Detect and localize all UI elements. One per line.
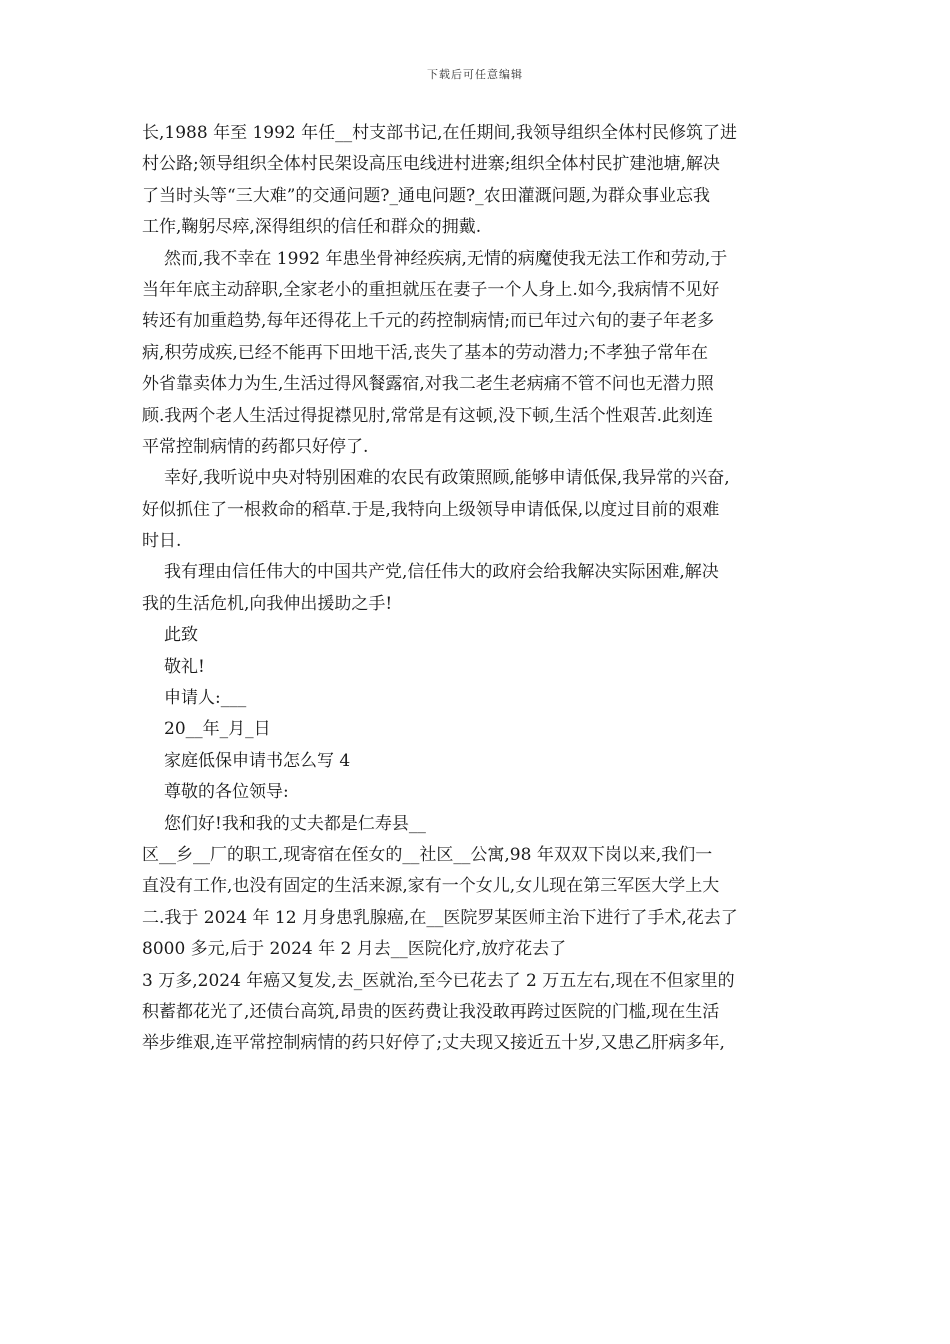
text-line: 家庭低保申请书怎么写 4 <box>164 750 351 771</box>
text-line: 直没有工作,也没有固定的生活来源,家有一个女儿,女儿现在第三军医大学上大 <box>142 876 720 897</box>
text-line: 外省靠卖体力为生,生活过得风餐露宿,对我二老生老病痛不管不问也无潜力照 <box>142 374 714 395</box>
text-line: 了当时头等“三大难”的交通问题?_通电问题?_农田灌溉问题,为群众事业忘我 <box>142 185 711 206</box>
text-line: 当年年底主动辞职,全家老小的重担就压在妻子一个人身上.如今,我病情不见好 <box>142 279 720 300</box>
text-line: 3 万多,2024 年癌又复发,去_医就治,至今已花去了 2 万五左右,现在不但家里的 <box>142 970 735 991</box>
text-line: 顾.我两个老人生活过得捉襟见肘,常常是有这顿,没下顿,生活个性艰苦.此刻连 <box>142 405 714 426</box>
text-line: 此致 <box>164 625 198 646</box>
text-line: 积蓄都花光了,还债台高筑,昂贵的医药费让我没敢再跨过医院的门槛,现在生活 <box>142 1001 720 1022</box>
text-line: 村公路;领导组织全体村民架设高压电线进村进寨;组织全体村民扩建池塘,解决 <box>142 154 720 175</box>
text-line: 好似抓住了一根救命的稻草.于是,我特向上级领导申请低保,以度过目前的艰难 <box>142 499 720 520</box>
text-line: 申请人:___ <box>164 688 247 709</box>
text-line: 幸好,我听说中央对特别困难的农民有政策照顾,能够申请低保,我异常的兴奋, <box>164 468 730 489</box>
text-line: 然而,我不幸在 1992 年患坐骨神经疾病,无情的病魔使我无法工作和劳动,于 <box>164 248 728 269</box>
text-line: 二.我于 2024 年 12 月身患乳腺癌,在__医院罗某医师主治下进行了手术,花去了 <box>142 907 738 928</box>
text-line: 我的生活危机,向我伸出援助之手! <box>142 593 393 614</box>
text-line: 区__乡__厂的职工,现寄宿在侄女的__社区__公寓,98 年双双下岗以来,我们一 <box>142 844 713 865</box>
text-line: 8000 多元,后于 2024 年 2 月去__医院化疗,放疗花去了 <box>142 939 567 960</box>
text-line: 平常控制病情的药都只好停了. <box>142 436 369 457</box>
text-line: 转还有加重趋势,每年还得花上千元的药控制病情;而已年过六旬的妻子年老多 <box>142 311 715 332</box>
text-line: 您们好!我和我的丈夫都是仁寿县__ <box>164 813 426 834</box>
text-line: 长,1988 年至 1992 年任__村支部书记,在任期间,我领导组织全体村民修筑了进 <box>142 123 737 143</box>
text-line: 工作,鞠躬尽瘁,深得组织的信任和群众的拥戴. <box>142 217 482 238</box>
text-line: 举步维艰,连平常控制病情的药只好停了;丈夫现又接近五十岁,又患乙肝病多年, <box>142 1033 725 1054</box>
text-line: 20__年_月_日 <box>164 719 271 740</box>
text-line: 尊敬的各位领导: <box>164 782 289 803</box>
text-line: 我有理由信任伟大的中国共产党,信任伟大的政府会给我解决实际困难,解决 <box>164 562 719 583</box>
text-line: 病,积劳成疾,已经不能再下田地干活,丧失了基本的劳动潜力;不孝独子常年在 <box>142 342 708 363</box>
document-body <box>142 118 810 1060</box>
page-header: 下载后可任意编辑 <box>427 68 523 81</box>
text-line: 敬礼! <box>164 656 205 677</box>
text-line: 时日. <box>142 531 182 552</box>
